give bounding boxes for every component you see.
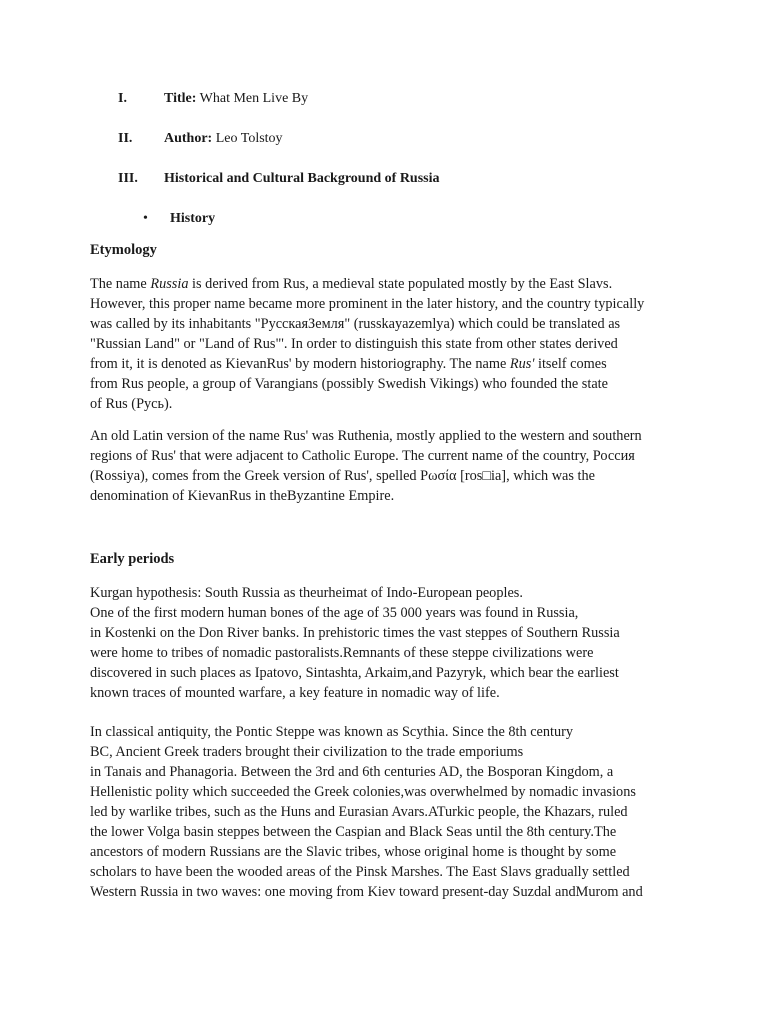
text-line: ancestors of modern Russians are the Slavic tribes, whose original home is thought by some (90, 844, 617, 860)
text-span: from it, it is denoted as KievanRus' by modern historiography. The name (90, 356, 510, 372)
text-line (90, 274, 690, 294)
title-value: What Men Live By (196, 91, 309, 106)
text-line: One of the first modern human bones of the age of 35 000 years was found in Russia, (90, 605, 579, 621)
text-line: the lower Volga basin steppes between the Caspian and Black Seas until the 8th century.The (90, 824, 617, 840)
background-label: Historical and Cultural Background of Russia (164, 171, 440, 186)
outline-text (164, 130, 283, 148)
bullet-text: History (170, 211, 216, 226)
author-label: Author: (164, 131, 213, 146)
text-line: denomination of KievanRus in theByzantine Empire. (90, 488, 395, 504)
outline-number: III. (118, 171, 138, 186)
text-line: Kurgan hypothesis: South Russia as theurheimat of Indo-European peoples. (90, 585, 523, 601)
text-span: The name (90, 276, 151, 292)
outline-text (164, 170, 440, 188)
text-line: In classical antiquity, the Pontic Steppe was known as Scythia. Since the 8th century (90, 724, 574, 740)
italic-term-russia: Russia (150, 276, 189, 292)
paragraph-early-2 (90, 722, 690, 902)
text-line: led by warlike tribes, such as the Huns and Eurasian Avars.ATurkic people, the Khazars, ruled (90, 804, 628, 820)
text-line: However, this proper name became more prominent in the later history, and the country typically (90, 296, 645, 312)
section-heading-etymology: Etymology (90, 242, 157, 258)
text-line (90, 354, 690, 374)
paragraph-early-1 (90, 583, 690, 703)
paragraph-etymology-1 (90, 274, 690, 414)
section-heading-early-periods: Early periods (90, 551, 175, 567)
paragraph-etymology-2 (90, 426, 690, 506)
text-line: of Rus (Русь). (90, 396, 173, 412)
text-line: in Kostenki on the Don River banks. In prehistoric times the vast steppes of Southern Russia (90, 625, 620, 641)
title-label: Title: (164, 91, 197, 106)
outline-number: I. (118, 91, 127, 106)
italic-term-rus: Rus' (509, 356, 535, 372)
text-line: scholars to have been the wooded areas of the Pinsk Marshes. The East Slavs gradually settled (90, 864, 630, 880)
text-line: BC, Ancient Greek traders brought their civilization to the trade emporiums (90, 744, 524, 760)
text-line: from Rus people, a group of Varangians (possibly Swedish Vikings) who founded the state (90, 376, 608, 392)
bullet-icon: • (143, 211, 148, 226)
text-line: was called by its inhabitants "РусскаяЗемля" (russkayazemlya) which could be translated as (90, 316, 621, 332)
text-span: itself comes (534, 356, 607, 372)
text-line: known traces of mounted warfare, a key feature in nomadic way of life. (90, 685, 500, 701)
outline-text (164, 90, 308, 108)
text-line: in Tanais and Phanagoria. Between the 3rd and 6th centuries AD, the Bosporan Kingdom, a (90, 764, 614, 780)
text-line: were home to tribes of nomadic pastoralists.Remnants of these steppe civilizations were (90, 645, 594, 661)
text-line: regions of Rus' that were adjacent to Catholic Europe. The current name of the country, Россия (90, 448, 635, 464)
author-value: Leo Tolstoy (212, 131, 283, 146)
text-line: (Rossiya), comes from the Greek version of Rus', spelled Ρωσία [ros□ia], which was the (90, 468, 596, 484)
text-span: is derived from Rus, a medieval state populated mostly by the East Slavs. (188, 276, 613, 292)
text-line: Hellenistic polity which succeeded the Greek colonies,was overwhelmed by nomadic invasions (90, 784, 636, 800)
text-line: "Russian Land" or "Land of Rus"'. In order to distinguish this state from other states derived (90, 336, 618, 352)
outline-number: II. (118, 131, 133, 146)
text-line: Western Russia in two waves: one moving from Kiev toward present-day Suzdal andMurom and (90, 884, 643, 900)
text-line: An old Latin version of the name Rus' was Ruthenia, mostly applied to the western and southern (90, 428, 642, 444)
text-line: discovered in such places as Ipatovo, Sintashta, Arkaim,and Pazyryk, which bear the earliest (90, 665, 619, 681)
